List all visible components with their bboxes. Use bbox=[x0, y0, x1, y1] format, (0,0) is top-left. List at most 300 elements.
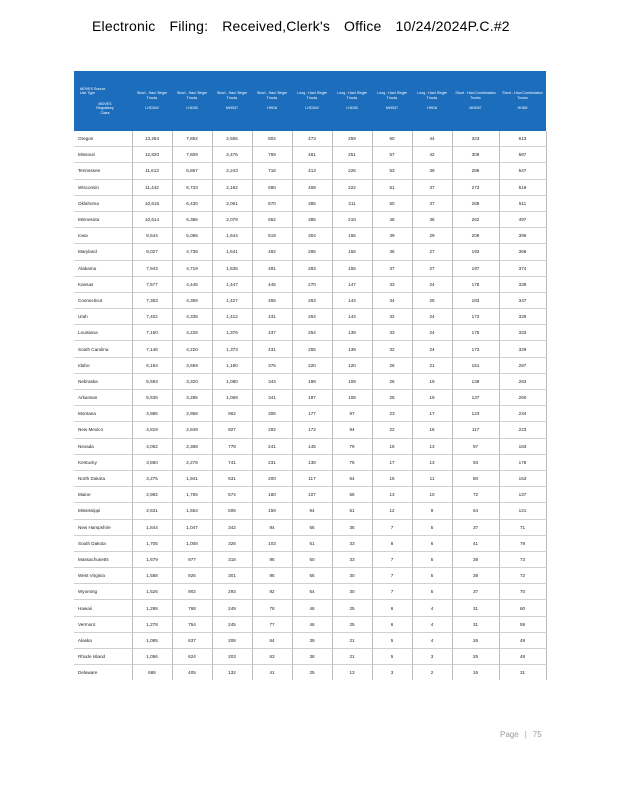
value-cell: 64 bbox=[332, 470, 372, 486]
state-cell: Alabama bbox=[74, 260, 132, 276]
column-header-label: Short - Haul Single Trucks bbox=[256, 91, 288, 100]
value-cell: 151 bbox=[452, 357, 499, 373]
table-row bbox=[74, 131, 546, 147]
value-cell: 59 bbox=[499, 616, 546, 632]
value-cell: 927 bbox=[212, 422, 252, 438]
value-cell: 37 bbox=[372, 260, 412, 276]
value-cell: 25 bbox=[332, 600, 372, 616]
column-header bbox=[372, 71, 412, 131]
value-cell: 2,078 bbox=[212, 211, 252, 227]
value-cell: 72 bbox=[452, 487, 499, 503]
value-cell: 6,430 bbox=[172, 195, 212, 211]
value-cell: 3,285 bbox=[172, 390, 212, 406]
table-row bbox=[74, 147, 546, 163]
value-cell: 306 bbox=[252, 406, 292, 422]
value-cell: 962 bbox=[212, 406, 252, 422]
value-cell: 2,278 bbox=[172, 454, 212, 470]
state-cell: Nebraska bbox=[74, 373, 132, 389]
value-cell: 16 bbox=[412, 422, 452, 438]
value-cell: 25 bbox=[332, 616, 372, 632]
value-cell: 32 bbox=[372, 309, 412, 325]
value-cell: 48 bbox=[372, 211, 412, 227]
value-cell: 203 bbox=[212, 649, 252, 665]
value-cell: 172 bbox=[292, 422, 332, 438]
value-cell: 94 bbox=[252, 519, 292, 535]
value-cell: 5,535 bbox=[132, 390, 172, 406]
value-cell: 977 bbox=[172, 551, 212, 567]
value-cell: 5 bbox=[412, 568, 452, 584]
value-cell: 66 bbox=[292, 519, 332, 535]
value-cell: 925 bbox=[172, 568, 212, 584]
value-cell: 208 bbox=[452, 228, 499, 244]
value-cell: 769 bbox=[252, 147, 292, 163]
value-cell: 4,062 bbox=[132, 438, 172, 454]
value-cell: 4 bbox=[412, 632, 452, 648]
value-cell: 183 bbox=[452, 292, 499, 308]
value-cell: 95 bbox=[252, 551, 292, 567]
value-cell: 9 bbox=[412, 503, 452, 519]
value-cell: 1,278 bbox=[132, 616, 172, 632]
value-cell: 73 bbox=[499, 551, 546, 567]
data-table-container bbox=[74, 71, 546, 680]
value-cell: 6,386 bbox=[172, 211, 212, 227]
state-cell: North Dakota bbox=[74, 470, 132, 486]
column-header-unit: LHD45 bbox=[346, 106, 358, 111]
value-cell: 670 bbox=[252, 195, 292, 211]
page-footer bbox=[500, 730, 542, 739]
value-cell: 396 bbox=[499, 228, 546, 244]
column-header bbox=[292, 71, 332, 131]
value-cell: 445 bbox=[252, 276, 292, 292]
state-cell: Iowa bbox=[74, 228, 132, 244]
value-cell: 6,867 bbox=[172, 163, 212, 179]
value-cell: 8,544 bbox=[132, 228, 172, 244]
value-cell: 292 bbox=[252, 422, 292, 438]
value-cell: 1,047 bbox=[172, 519, 212, 535]
value-cell: 263 bbox=[292, 292, 332, 308]
value-cell: 144 bbox=[332, 309, 372, 325]
table-row bbox=[74, 179, 546, 195]
value-cell: 25 bbox=[412, 292, 452, 308]
value-cell: 36 bbox=[372, 244, 412, 260]
value-cell: 624 bbox=[172, 649, 212, 665]
value-cell: 2,849 bbox=[172, 422, 212, 438]
state-cell: Tennessee bbox=[74, 163, 132, 179]
value-cell: 1,644 bbox=[212, 228, 252, 244]
value-cell: 455 bbox=[252, 292, 292, 308]
value-cell: 1,844 bbox=[132, 519, 172, 535]
state-cell: South Carolina bbox=[74, 341, 132, 357]
value-cell: 7,852 bbox=[172, 131, 212, 147]
column-header-label: Long - Haul Single Trucks bbox=[377, 91, 407, 100]
state-cell: Rhode Island bbox=[74, 649, 132, 665]
value-cell: 173 bbox=[452, 309, 499, 325]
header-word: Received,Clerk's bbox=[222, 18, 331, 34]
state-cell: Maine bbox=[74, 487, 132, 503]
value-cell: 328 bbox=[212, 535, 252, 551]
state-cell: Utah bbox=[74, 309, 132, 325]
value-cell: 491 bbox=[252, 260, 292, 276]
header-sub1: MOVES bbox=[98, 101, 112, 106]
value-cell: 33 bbox=[332, 535, 372, 551]
value-cell: 37 bbox=[412, 179, 452, 195]
value-cell: 26 bbox=[372, 373, 412, 389]
value-cell: 587 bbox=[499, 147, 546, 163]
state-cell: Oklahoma bbox=[74, 195, 132, 211]
value-cell: 103 bbox=[252, 535, 292, 551]
value-cell: 147 bbox=[332, 276, 372, 292]
value-cell: 6,733 bbox=[172, 179, 212, 195]
value-cell: 4,736 bbox=[172, 244, 212, 260]
value-cell: 13 bbox=[412, 454, 452, 470]
state-cell: Idaho bbox=[74, 357, 132, 373]
value-cell: 778 bbox=[212, 438, 252, 454]
value-cell: 1,373 bbox=[212, 341, 252, 357]
state-cell: South Dakota bbox=[74, 535, 132, 551]
column-header-unit: MHD67 bbox=[385, 106, 399, 111]
value-cell: 22 bbox=[372, 422, 412, 438]
header-word: Electronic bbox=[92, 18, 156, 34]
value-cell: 37 bbox=[452, 584, 499, 600]
value-cell: 41 bbox=[252, 665, 292, 681]
value-cell: 97 bbox=[332, 406, 372, 422]
value-cell: 25 bbox=[292, 665, 332, 681]
value-cell: 519 bbox=[499, 179, 546, 195]
table-row bbox=[74, 438, 546, 454]
value-cell: 27 bbox=[412, 244, 452, 260]
state-cell: Kansas bbox=[74, 276, 132, 292]
value-cell: 31 bbox=[499, 665, 546, 681]
value-cell: 30 bbox=[332, 584, 372, 600]
value-cell: 139 bbox=[332, 325, 372, 341]
value-cell: 16 bbox=[452, 665, 499, 681]
state-cell: Vermont bbox=[74, 616, 132, 632]
value-cell: 2,051 bbox=[212, 195, 252, 211]
state-cell: Massachusetts bbox=[74, 551, 132, 567]
value-cell: 5 bbox=[412, 519, 452, 535]
table-row bbox=[74, 584, 546, 600]
column-header-label: Long - Haul Single Trucks bbox=[297, 91, 327, 100]
value-cell: 37 bbox=[412, 195, 452, 211]
value-cell: 79 bbox=[499, 535, 546, 551]
value-cell: 34 bbox=[372, 292, 412, 308]
state-cell: Kentucky bbox=[74, 454, 132, 470]
value-cell: 249 bbox=[212, 600, 252, 616]
table-row bbox=[74, 276, 546, 292]
value-cell: 64 bbox=[252, 632, 292, 648]
value-cell: 156 bbox=[332, 244, 372, 260]
value-cell: 57 bbox=[372, 147, 412, 163]
state-cell: New Hampshire bbox=[74, 519, 132, 535]
value-cell: 6 bbox=[372, 616, 412, 632]
value-cell: 7 bbox=[372, 568, 412, 584]
value-cell: 2,476 bbox=[212, 147, 252, 163]
value-cell: 2,555 bbox=[212, 131, 252, 147]
value-cell: 1,526 bbox=[132, 584, 172, 600]
table-row bbox=[74, 600, 546, 616]
value-cell: 32 bbox=[372, 341, 412, 357]
header-sub3: Class bbox=[100, 110, 110, 115]
value-cell: 197 bbox=[452, 260, 499, 276]
value-cell: 80 bbox=[452, 470, 499, 486]
column-header bbox=[412, 71, 452, 131]
value-cell: 574 bbox=[212, 487, 252, 503]
value-cell: 437 bbox=[252, 325, 292, 341]
column-header-unit: MHD67 bbox=[469, 106, 482, 111]
value-cell: 120 bbox=[332, 357, 372, 373]
value-cell: 1,541 bbox=[212, 244, 252, 260]
value-cell: 24 bbox=[412, 341, 452, 357]
value-cell: 24 bbox=[412, 325, 452, 341]
state-cell: Arkansas bbox=[74, 390, 132, 406]
value-cell: 260 bbox=[499, 390, 546, 406]
value-cell: 193 bbox=[452, 244, 499, 260]
value-cell: 137 bbox=[452, 390, 499, 406]
table-row bbox=[74, 535, 546, 551]
value-cell: 222 bbox=[332, 179, 372, 195]
value-cell: 431 bbox=[252, 341, 292, 357]
value-cell: 12,820 bbox=[132, 147, 172, 163]
header-line2: Use Type bbox=[80, 91, 96, 96]
value-cell: 25 bbox=[372, 390, 412, 406]
value-cell: 27 bbox=[412, 260, 452, 276]
state-cell: Louisiana bbox=[74, 325, 132, 341]
value-cell: 19 bbox=[412, 373, 452, 389]
table-row bbox=[74, 260, 546, 276]
value-cell: 53 bbox=[372, 163, 412, 179]
value-cell: 506 bbox=[212, 503, 252, 519]
table-row bbox=[74, 211, 546, 227]
value-cell: 1,535 bbox=[212, 260, 252, 276]
value-cell: 54 bbox=[292, 584, 332, 600]
value-cell: 1,554 bbox=[172, 503, 212, 519]
value-cell: 121 bbox=[499, 503, 546, 519]
value-cell: 7,609 bbox=[172, 147, 212, 163]
value-cell: 226 bbox=[332, 163, 372, 179]
value-cell: 11 bbox=[412, 470, 452, 486]
value-cell: 29 bbox=[412, 228, 452, 244]
state-cell: Montana bbox=[74, 406, 132, 422]
table-row bbox=[74, 632, 546, 648]
value-cell: 28 bbox=[372, 357, 412, 373]
table-row bbox=[74, 325, 546, 341]
value-cell: 1,056 bbox=[132, 649, 172, 665]
value-cell: 405 bbox=[172, 665, 212, 681]
value-cell: 3,275 bbox=[132, 470, 172, 486]
table-row bbox=[74, 616, 546, 632]
value-cell: 60 bbox=[292, 551, 332, 567]
value-cell: 10,614 bbox=[132, 211, 172, 227]
value-cell: 333 bbox=[499, 325, 546, 341]
value-cell: 21 bbox=[412, 357, 452, 373]
value-cell: 2,243 bbox=[212, 163, 252, 179]
state-cell: Wisconsin bbox=[74, 179, 132, 195]
value-cell: 31 bbox=[452, 600, 499, 616]
value-cell: 234 bbox=[499, 406, 546, 422]
value-cell: 208 bbox=[212, 632, 252, 648]
value-cell: 3 bbox=[372, 665, 412, 681]
value-cell: 323 bbox=[452, 131, 499, 147]
value-cell: 716 bbox=[252, 163, 292, 179]
value-cell: 637 bbox=[172, 632, 212, 648]
header-word: 10/24/2024P.C.#2 bbox=[395, 18, 510, 34]
value-cell: 139 bbox=[332, 341, 372, 357]
value-cell: 329 bbox=[499, 341, 546, 357]
value-cell: 1,679 bbox=[132, 551, 172, 567]
value-cell: 199 bbox=[292, 373, 332, 389]
value-cell: 11,442 bbox=[132, 179, 172, 195]
value-cell: 7 bbox=[372, 584, 412, 600]
value-cell: 79 bbox=[332, 438, 372, 454]
column-header-unit: LHD2b3 bbox=[305, 106, 319, 111]
value-cell: 11,613 bbox=[132, 163, 172, 179]
value-cell: 48 bbox=[499, 649, 546, 665]
value-cell: 25 bbox=[452, 649, 499, 665]
value-cell: 183 bbox=[499, 438, 546, 454]
value-cell: 21 bbox=[332, 632, 372, 648]
value-cell: 7,577 bbox=[132, 276, 172, 292]
value-cell: 200 bbox=[252, 470, 292, 486]
value-cell: 178 bbox=[452, 276, 499, 292]
value-cell: 309 bbox=[452, 147, 499, 163]
value-cell: 92 bbox=[252, 584, 292, 600]
value-cell: 4,220 bbox=[172, 341, 212, 357]
column-header-unit: HHD8 bbox=[427, 106, 437, 111]
value-cell: 482 bbox=[252, 244, 292, 260]
value-cell: 7,402 bbox=[132, 309, 172, 325]
value-cell: 273 bbox=[452, 179, 499, 195]
value-cell: 4,369 bbox=[172, 292, 212, 308]
column-header-label: Short - Haul Combination Trucks bbox=[455, 91, 496, 100]
value-cell: 39 bbox=[292, 632, 332, 648]
value-cell: 286 bbox=[292, 244, 332, 260]
value-cell: 64 bbox=[452, 503, 499, 519]
state-cell: Missouri bbox=[74, 147, 132, 163]
value-cell: 4,819 bbox=[132, 422, 172, 438]
value-cell: 46 bbox=[292, 616, 332, 632]
value-cell: 1,941 bbox=[172, 470, 212, 486]
value-cell: 652 bbox=[252, 211, 292, 227]
table-row bbox=[74, 228, 546, 244]
value-cell: 17 bbox=[412, 406, 452, 422]
value-cell: 123 bbox=[452, 406, 499, 422]
column-header-label: Short - Haul Single Trucks bbox=[216, 91, 248, 100]
value-cell: 132 bbox=[212, 665, 252, 681]
table-row bbox=[74, 649, 546, 665]
value-cell: 60 bbox=[372, 131, 412, 147]
value-cell: 461 bbox=[292, 147, 332, 163]
value-cell: 61 bbox=[292, 535, 332, 551]
header-word: Office bbox=[344, 18, 382, 34]
value-cell: 8 bbox=[372, 535, 412, 551]
value-cell: 283 bbox=[292, 260, 332, 276]
table-row bbox=[74, 357, 546, 373]
value-cell: 1,080 bbox=[212, 373, 252, 389]
value-cell: 176 bbox=[499, 454, 546, 470]
state-cell: Connecticut bbox=[74, 292, 132, 308]
value-cell: 374 bbox=[499, 260, 546, 276]
table-row bbox=[74, 487, 546, 503]
column-header bbox=[172, 71, 212, 131]
header-word: Filing: bbox=[169, 18, 209, 34]
value-cell: 264 bbox=[292, 309, 332, 325]
value-cell: 241 bbox=[252, 438, 292, 454]
value-cell: 341 bbox=[252, 390, 292, 406]
value-cell: 144 bbox=[332, 292, 372, 308]
value-cell: 93 bbox=[452, 454, 499, 470]
value-cell: 49 bbox=[499, 632, 546, 648]
value-cell: 39 bbox=[372, 228, 412, 244]
value-cell: 245 bbox=[212, 616, 252, 632]
value-cell: 166 bbox=[332, 228, 372, 244]
value-cell: 1,190 bbox=[212, 357, 252, 373]
value-cell: 263 bbox=[499, 373, 546, 389]
value-cell: 210 bbox=[332, 211, 372, 227]
value-cell: 26 bbox=[452, 632, 499, 648]
value-cell: 3 bbox=[412, 649, 452, 665]
value-cell: 46 bbox=[292, 600, 332, 616]
value-cell: 63 bbox=[252, 649, 292, 665]
value-cell: 7,150 bbox=[132, 325, 172, 341]
value-cell: 511 bbox=[499, 195, 546, 211]
value-cell: 117 bbox=[452, 422, 499, 438]
value-cell: 10,615 bbox=[132, 195, 172, 211]
column-header-unit: HHD8 bbox=[517, 106, 528, 111]
value-cell: 5,055 bbox=[172, 228, 212, 244]
header-reg-class bbox=[80, 102, 130, 116]
value-cell: 1,427 bbox=[212, 292, 252, 308]
value-cell: 177 bbox=[292, 406, 332, 422]
value-cell: 8,027 bbox=[132, 244, 172, 260]
value-cell: 1,376 bbox=[212, 325, 252, 341]
value-cell: 301 bbox=[212, 568, 252, 584]
filing-header bbox=[92, 18, 524, 34]
value-cell: 519 bbox=[252, 228, 292, 244]
value-cell: 31 bbox=[452, 616, 499, 632]
column-header-unit: LHD45 bbox=[186, 106, 198, 111]
value-cell: 473 bbox=[292, 131, 332, 147]
value-cell: 155 bbox=[332, 260, 372, 276]
value-cell: 286 bbox=[452, 163, 499, 179]
value-cell: 4,985 bbox=[132, 406, 172, 422]
column-header bbox=[452, 71, 499, 131]
value-cell: 138 bbox=[452, 373, 499, 389]
value-cell: 754 bbox=[172, 616, 212, 632]
value-cell: 71 bbox=[499, 519, 546, 535]
value-cell: 153 bbox=[499, 470, 546, 486]
value-cell: 223 bbox=[499, 422, 546, 438]
value-cell: 7 bbox=[372, 551, 412, 567]
column-header-label: Short - Haul Single Trucks bbox=[176, 91, 208, 100]
value-cell: 36 bbox=[412, 211, 452, 227]
table-row bbox=[74, 551, 546, 567]
page-label: Page bbox=[500, 730, 519, 739]
value-cell: 2,958 bbox=[172, 406, 212, 422]
value-cell: 5 bbox=[372, 649, 412, 665]
value-cell: 1,085 bbox=[132, 632, 172, 648]
column-header-label: Long - Haul Single Trucks bbox=[417, 91, 447, 100]
state-cell: Mississippi bbox=[74, 503, 132, 519]
value-cell: 255 bbox=[292, 341, 332, 357]
value-cell: 51 bbox=[332, 503, 372, 519]
table-row bbox=[74, 309, 546, 325]
value-cell: 17 bbox=[372, 454, 412, 470]
value-cell: 60 bbox=[499, 600, 546, 616]
value-cell: 13,284 bbox=[132, 131, 172, 147]
column-header bbox=[212, 71, 252, 131]
table-row bbox=[74, 454, 546, 470]
value-cell: 180 bbox=[252, 487, 292, 503]
